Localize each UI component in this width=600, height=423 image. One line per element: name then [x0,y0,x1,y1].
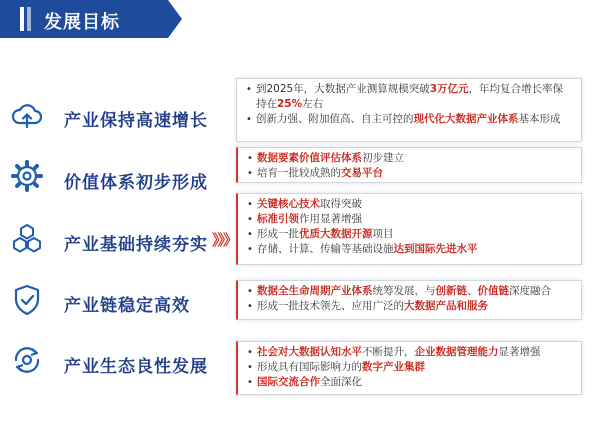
gear-icon [10,159,44,193]
bullet-item [246,360,573,375]
bullet-item [246,242,573,257]
bullet-item [246,299,573,314]
row-label: 产业链稳定高效 [64,296,190,316]
bullet-item [246,227,573,242]
bullet-item [245,112,573,127]
highlight-text: 数据全生命周期产业体系 [257,285,373,297]
bullet-text: 取得突破 [320,198,362,210]
panel-row-1 [236,147,582,183]
bullet-item [246,375,573,390]
bullet-text: 项目 [372,228,394,240]
highlight-text: 国际交流合作 [257,376,320,388]
bullet-item [246,151,573,166]
panel-row-0 [236,78,582,142]
highlight-text: 社会对大数据认知水平 [257,346,362,358]
bullet-text: 左右 [302,98,324,110]
highlight-text: 企业数据管理能力 [414,346,499,358]
bullet-text: 初步建立 [362,152,404,164]
bullet-text: 全面深化 [320,376,362,388]
highlight-text: 数据要素价值评估体系 [257,152,362,164]
bullet-text: 存储、计算、传输等基础设施 [257,243,394,255]
highlight-text: 创新链 [435,285,467,297]
highlight-text: 优质大数据开源 [299,228,373,240]
cycle-icon [10,343,44,377]
highlight-text: 现代化大数据产业体系 [413,113,519,125]
bullet-item [245,82,573,112]
bullet-list [238,194,581,259]
bullet-text: 作用显著增强 [299,213,362,225]
cubes-icon [10,222,44,256]
bullet-text: 创新力强、附加值高、自主可控的 [256,113,414,125]
bullet-text: 形成一批技术领先、应用广泛的 [257,300,404,312]
bullet-list [238,281,581,316]
row-label: 产业生态良性发展 [64,357,208,377]
bullet-item [246,166,573,181]
highlight-text: 25% [277,98,303,110]
bullet-list [237,79,581,129]
highlight-text: 3万亿元 [429,83,469,95]
bullet-text: 统筹发展，与 [372,285,436,297]
bullet-text: 显著增强 [498,346,541,358]
bullet-list [238,148,581,183]
title-banner [0,0,182,38]
row-label: 产业保持高速增长 [64,111,208,131]
highlight-text: 大数据产品和服务 [404,300,488,312]
bullet-item [246,197,573,212]
panel-row-4 [236,341,582,395]
bullet-item [246,345,573,360]
bullet-list [238,342,581,392]
highlight-text: 关键核心技术 [257,198,320,210]
bullet-text: 形成具有国际影响力的 [257,361,362,373]
highlight-text: 价值链 [477,285,509,297]
bullet-item [246,212,573,227]
row-label: 产业基础持续夯实 [64,235,208,255]
highlight-text: 交易平台 [341,167,383,179]
page-title: 发展目标 [44,12,120,33]
panel-row-2 [236,193,582,265]
bullet-text: 形成一批 [257,228,299,240]
chevrons-right-icon: 》》》 [212,231,237,249]
bullet-text: 、 [467,285,478,297]
highlight-text: 数字产业集群 [362,361,425,373]
row-label: 价值体系初步形成 [64,173,208,193]
shield-icon [10,283,44,317]
cloud-upload-icon [10,99,44,133]
highlight-text: 标准引领 [257,213,299,225]
bullet-text: 到2025年，大数据产业测算规模突破 [256,83,430,95]
highlight-text: 达到国际先进水平 [393,243,478,255]
bullet-text: 深度融合 [509,285,551,297]
panel-row-3 [236,280,582,320]
bullet-text: 基本形成 [518,113,561,125]
bullet-text: 培育一批较成熟的 [257,167,341,179]
bullet-text: 不断提升， [362,346,415,358]
bullet-item [246,284,573,299]
bullet-text: ，年均复合增长率保持在 [256,83,564,110]
